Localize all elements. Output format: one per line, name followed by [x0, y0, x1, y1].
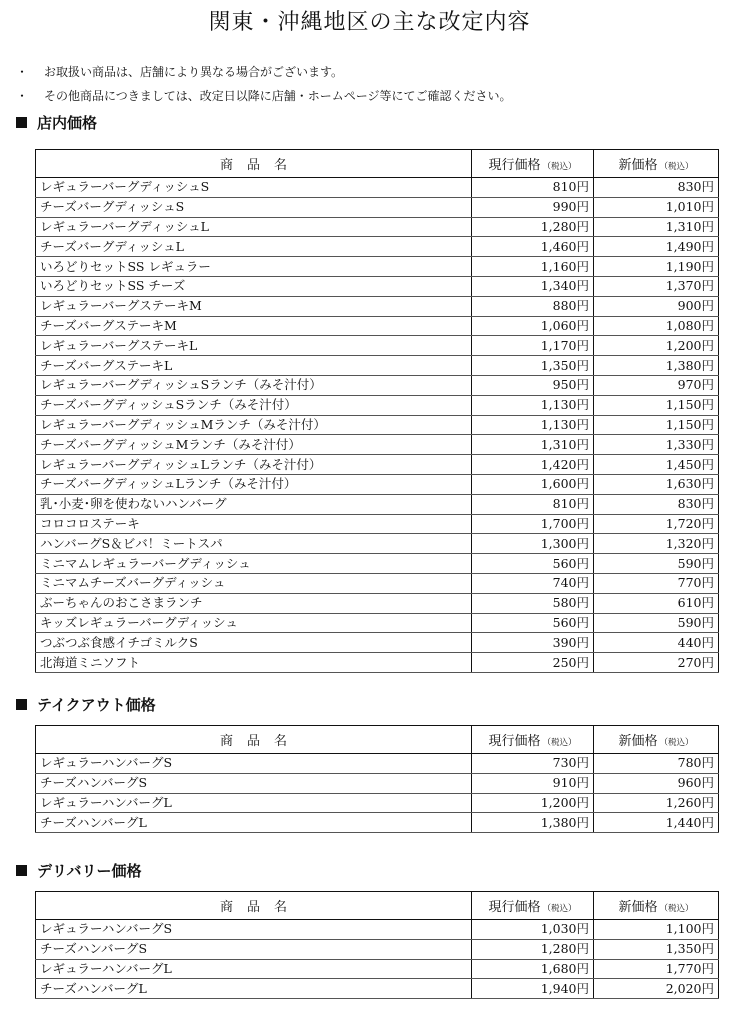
current-price-cell: 1,130円: [472, 395, 594, 415]
item-name-cell: レギュラーハンバーグS: [36, 920, 472, 940]
table-row: [36, 336, 719, 356]
column-header-current: [472, 150, 594, 178]
table-row: [36, 296, 719, 316]
table-row: [36, 455, 719, 475]
current-price-cell: 1,350円: [472, 356, 594, 376]
item-name-cell: チーズバーグステーキM: [36, 316, 472, 336]
table-row: [36, 276, 719, 296]
item-name-cell: つぶつぶ食感イチゴミルクS: [36, 633, 472, 653]
current-price-cell: 560円: [472, 554, 594, 574]
column-header-name: 商品名: [36, 892, 472, 920]
current-price-cell: 730円: [472, 754, 594, 774]
current-price-cell: 1,160円: [472, 257, 594, 277]
new-price-cell: 1,190円: [594, 257, 719, 277]
new-price-cell: 780円: [594, 754, 719, 774]
current-price-cell: 1,340円: [472, 276, 594, 296]
new-price-cell: 1,490円: [594, 237, 719, 257]
notes-list: [16, 60, 726, 108]
new-price-cell: 1,080円: [594, 316, 719, 336]
current-price-cell: 1,280円: [472, 939, 594, 959]
table-row: [36, 474, 719, 494]
section-heading-delivery: [16, 859, 142, 881]
item-name-cell: チーズバーグディッシュMランチ（みそ汁付）: [36, 435, 472, 455]
item-name-cell: いろどりセットSS レギュラー: [36, 257, 472, 277]
table-row: [36, 356, 719, 376]
table-row: [36, 494, 719, 514]
item-name-cell: レギュラーバーグステーキM: [36, 296, 472, 316]
tax-note: （税込）: [659, 904, 694, 914]
current-price-cell: 810円: [472, 178, 594, 198]
item-name-cell: ミニマムレギュラーバーグディッシュ: [36, 554, 472, 574]
new-price-cell: 1,150円: [594, 395, 719, 415]
current-price-cell: 1,280円: [472, 217, 594, 237]
new-price-cell: 1,200円: [594, 336, 719, 356]
current-price-cell: 1,420円: [472, 455, 594, 475]
new-price-cell: 1,310円: [594, 217, 719, 237]
new-price-cell: 270円: [594, 653, 719, 673]
current-price-cell: 1,130円: [472, 415, 594, 435]
item-name-cell: チーズハンバーグS: [36, 773, 472, 793]
column-header-new: [594, 892, 719, 920]
current-price-cell: 950円: [472, 375, 594, 395]
current-price-cell: 1,170円: [472, 336, 594, 356]
square-bullet-icon: [16, 865, 27, 876]
tax-note: （税込）: [542, 162, 577, 172]
table-row: [36, 237, 719, 257]
table-row: [36, 633, 719, 653]
new-price-cell: 1,150円: [594, 415, 719, 435]
tax-note: （税込）: [659, 162, 694, 172]
item-name-cell: 北海道ミニソフト: [36, 653, 472, 673]
table-row: [36, 613, 719, 633]
section-heading-label: デリバリー価格: [37, 861, 142, 880]
table-row: [36, 939, 719, 959]
item-name-cell: チーズハンバーグL: [36, 979, 472, 999]
item-name-cell: いろどりセットSS チーズ: [36, 276, 472, 296]
table-row: [36, 197, 719, 217]
page-title: 関東・沖縄地区の主な改定内容: [208, 10, 531, 35]
section-heading-takeout: [16, 693, 156, 715]
column-header-new-label: 新価格: [618, 158, 658, 173]
new-price-cell: 960円: [594, 773, 719, 793]
table-row: [36, 257, 719, 277]
price-table-takeout: [35, 725, 719, 833]
new-price-cell: 2,020円: [594, 979, 719, 999]
current-price-cell: 560円: [472, 613, 594, 633]
item-name-cell: チーズハンバーグS: [36, 939, 472, 959]
item-name-cell: 乳･小麦･卵を使わないハンバーグ: [36, 494, 472, 514]
item-name-cell: チーズバーグディッシュS: [36, 197, 472, 217]
new-price-cell: 970円: [594, 375, 719, 395]
item-name-cell: チーズバーグディッシュLランチ（みそ汁付）: [36, 474, 472, 494]
bullet-icon: ・: [16, 65, 29, 79]
new-price-cell: 1,450円: [594, 455, 719, 475]
section-heading-label: 店内価格: [37, 113, 98, 132]
column-header-current-label: 現行価格: [488, 734, 541, 749]
column-header-current: [472, 726, 594, 754]
new-price-cell: 1,770円: [594, 959, 719, 979]
item-name-cell: レギュラーバーグディッシュSランチ（みそ汁付）: [36, 375, 472, 395]
current-price-cell: 1,380円: [472, 813, 594, 833]
new-price-cell: 1,100円: [594, 920, 719, 940]
new-price-cell: 1,370円: [594, 276, 719, 296]
table-row: [36, 959, 719, 979]
new-price-cell: 1,440円: [594, 813, 719, 833]
new-price-cell: 830円: [594, 178, 719, 198]
table-row: [36, 754, 719, 774]
new-price-cell: 830円: [594, 494, 719, 514]
table-row: [36, 514, 719, 534]
current-price-cell: 910円: [472, 773, 594, 793]
current-price-cell: 1,680円: [472, 959, 594, 979]
price-table-delivery: [35, 891, 719, 999]
table-header-row: [36, 892, 719, 920]
table-header-row: [36, 726, 719, 754]
item-name-cell: レギュラーハンバーグS: [36, 754, 472, 774]
current-price-cell: 250円: [472, 653, 594, 673]
current-price-cell: 1,600円: [472, 474, 594, 494]
table-row: [36, 435, 719, 455]
bullet-icon: ・: [16, 89, 29, 103]
item-name-cell: ハンバーグS＆ビバ！ミートスパ: [36, 534, 472, 554]
table-row: [36, 316, 719, 336]
item-name-cell: レギュラーバーグステーキL: [36, 336, 472, 356]
table-row: [36, 593, 719, 613]
current-price-cell: 1,060円: [472, 316, 594, 336]
new-price-cell: 1,630円: [594, 474, 719, 494]
current-price-cell: 580円: [472, 593, 594, 613]
item-name-cell: ミニマムチーズバーグディッシュ: [36, 573, 472, 593]
column-header-current: [472, 892, 594, 920]
new-price-cell: 1,320円: [594, 534, 719, 554]
new-price-cell: 590円: [594, 554, 719, 574]
current-price-cell: 880円: [472, 296, 594, 316]
square-bullet-icon: [16, 699, 27, 710]
column-header-new-label: 新価格: [618, 900, 658, 915]
current-price-cell: 1,200円: [472, 793, 594, 813]
table-row: [36, 178, 719, 198]
price-table-instore: [35, 149, 719, 673]
column-header-new-label: 新価格: [618, 734, 658, 749]
table-row: [36, 534, 719, 554]
new-price-cell: 440円: [594, 633, 719, 653]
new-price-cell: 590円: [594, 613, 719, 633]
note-text: お取扱い商品は、店舗により異なる場合がございます。: [44, 65, 344, 79]
tax-note: （税込）: [542, 738, 577, 748]
table-row: [36, 415, 719, 435]
item-name-cell: チーズバーグディッシュL: [36, 237, 472, 257]
new-price-cell: 1,010円: [594, 197, 719, 217]
table-row: [36, 573, 719, 593]
item-name-cell: レギュラーバーグディッシュMランチ（みそ汁付）: [36, 415, 472, 435]
column-header-current-label: 現行価格: [488, 158, 541, 173]
table-row: [36, 979, 719, 999]
section-heading-instore: [16, 111, 97, 133]
item-name-cell: キッズレギュラーバーグディッシュ: [36, 613, 472, 633]
current-price-cell: 390円: [472, 633, 594, 653]
current-price-cell: 1,300円: [472, 534, 594, 554]
item-name-cell: ぶーちゃんのおこさまランチ: [36, 593, 472, 613]
item-name-cell: チーズバーグディッシュSランチ（みそ汁付）: [36, 395, 472, 415]
item-name-cell: レギュラーハンバーグL: [36, 959, 472, 979]
table-row: [36, 554, 719, 574]
item-name-cell: コロコロステーキ: [36, 514, 472, 534]
column-header-name: 商品名: [36, 150, 472, 178]
table-row: [36, 653, 719, 673]
table-header-row: [36, 150, 719, 178]
section-heading-label: テイクアウト価格: [37, 695, 156, 714]
item-name-cell: レギュラーバーグディッシュS: [36, 178, 472, 198]
tax-note: （税込）: [659, 738, 694, 748]
current-price-cell: 1,310円: [472, 435, 594, 455]
item-name-cell: レギュラーハンバーグL: [36, 793, 472, 813]
new-price-cell: 1,260円: [594, 793, 719, 813]
table-row: [36, 217, 719, 237]
current-price-cell: 810円: [472, 494, 594, 514]
current-price-cell: 1,030円: [472, 920, 594, 940]
item-name-cell: レギュラーバーグディッシュLランチ（みそ汁付）: [36, 455, 472, 475]
new-price-cell: 770円: [594, 573, 719, 593]
column-header-current-label: 現行価格: [488, 900, 541, 915]
table-row: [36, 395, 719, 415]
current-price-cell: 740円: [472, 573, 594, 593]
new-price-cell: 610円: [594, 593, 719, 613]
current-price-cell: 1,940円: [472, 979, 594, 999]
note-text: その他商品につきましては、改定日以降に店舗・ホームページ等にてご確認ください。: [44, 89, 512, 103]
new-price-cell: 1,380円: [594, 356, 719, 376]
column-header-name: 商品名: [36, 726, 472, 754]
table-row: [36, 813, 719, 833]
column-header-new: [594, 150, 719, 178]
new-price-cell: 900円: [594, 296, 719, 316]
table-row: [36, 920, 719, 940]
item-name-cell: チーズバーグステーキL: [36, 356, 472, 376]
current-price-cell: 1,700円: [472, 514, 594, 534]
table-row: [36, 375, 719, 395]
note-item: [16, 84, 726, 108]
column-header-new: [594, 726, 719, 754]
current-price-cell: 1,460円: [472, 237, 594, 257]
new-price-cell: 1,330円: [594, 435, 719, 455]
square-bullet-icon: [16, 117, 27, 128]
new-price-cell: 1,720円: [594, 514, 719, 534]
tax-note: （税込）: [542, 904, 577, 914]
note-item: [16, 60, 726, 84]
table-row: [36, 793, 719, 813]
new-price-cell: 1,350円: [594, 939, 719, 959]
item-name-cell: レギュラーバーグディッシュL: [36, 217, 472, 237]
table-row: [36, 773, 719, 793]
item-name-cell: チーズハンバーグL: [36, 813, 472, 833]
current-price-cell: 990円: [472, 197, 594, 217]
